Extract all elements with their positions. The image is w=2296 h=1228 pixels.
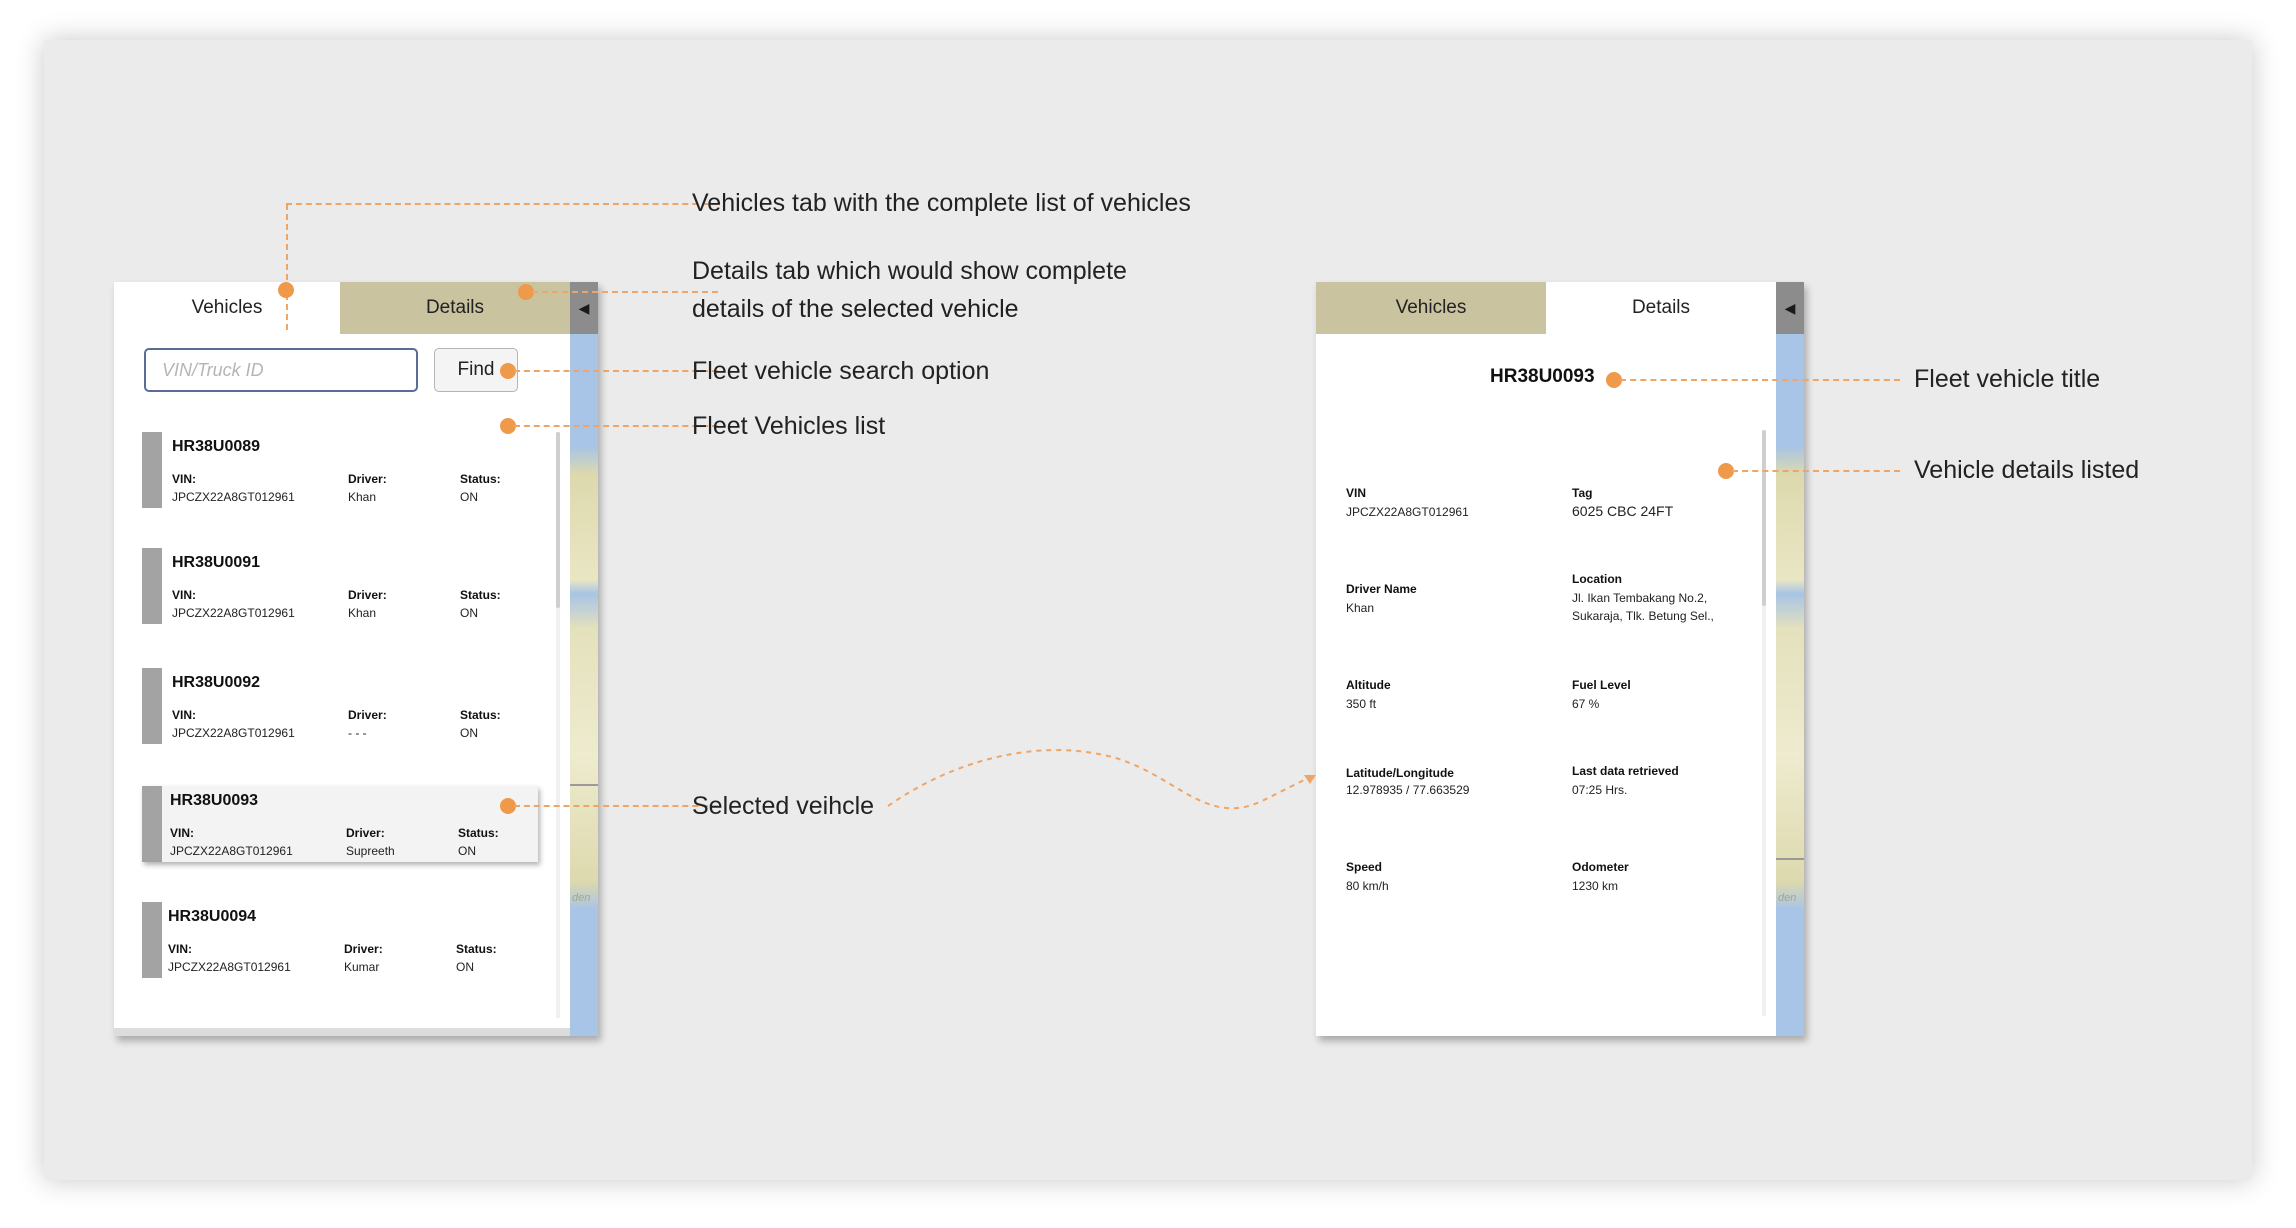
- annotation-title: Fleet vehicle title: [1914, 365, 2101, 393]
- lat-lng-value: 12.978935 / 77.663529: [1346, 783, 1470, 797]
- panel-bottom-edge: [114, 1028, 570, 1036]
- tag-label: Tag: [1572, 486, 1593, 500]
- vin-label: VIN:: [170, 826, 194, 840]
- tab-details[interactable]: [340, 282, 570, 334]
- map-road: [570, 784, 598, 786]
- status-value: ON: [460, 726, 478, 740]
- odometer-value: 1230 km: [1572, 879, 1619, 893]
- vin-label: VIN:: [172, 472, 196, 486]
- tab-vehicles[interactable]: [1316, 282, 1546, 334]
- status-value: ON: [460, 606, 478, 620]
- annotation-list: Fleet Vehicles list: [692, 412, 886, 440]
- status-bar: [142, 786, 162, 862]
- vehicle-id: HR38U0094: [168, 908, 257, 925]
- tab-vehicles-label: Vehicles: [1395, 297, 1467, 318]
- map-road: [1776, 858, 1804, 860]
- driver-label: Driver:: [348, 588, 387, 602]
- lat-lng-label: Latitude/Longitude: [1346, 766, 1454, 780]
- list-scrollbar[interactable]: [556, 432, 560, 1018]
- vehicle-card-hr38u0094[interactable]: [142, 902, 538, 978]
- driver-name-label: Driver Name: [1346, 582, 1417, 596]
- status-value: ON: [458, 844, 476, 858]
- location-value-line2: Sukaraja, Tlk. Betung Sel.,: [1572, 609, 1714, 623]
- tab-details-label: Details: [1631, 297, 1691, 318]
- status-label: Status:: [456, 942, 497, 956]
- driver-label: Driver:: [348, 708, 387, 722]
- annotation-details-listed: Vehicle details listed: [1914, 456, 2140, 484]
- vin-value: JPCZX22A8GT012961: [168, 960, 291, 974]
- status-bar: [142, 548, 162, 624]
- vin-label: VIN:: [172, 588, 196, 602]
- vehicle-id: HR38U0091: [172, 554, 261, 571]
- list-scrollbar-thumb[interactable]: [556, 432, 560, 608]
- fuel-level-label: Fuel Level: [1572, 678, 1631, 692]
- find-button-label: Find: [457, 359, 495, 380]
- status-value: ON: [460, 490, 478, 504]
- tab-details-label: Details: [425, 297, 485, 318]
- chevron-left-icon: ◀: [578, 299, 590, 316]
- annotation-connector: [514, 370, 718, 372]
- status-bar: [142, 902, 162, 978]
- annotation-connector: [1620, 379, 1900, 381]
- chevron-left-icon: ◀: [1784, 299, 1796, 316]
- driver-value: Supreeth: [346, 844, 395, 858]
- status-bar: [142, 432, 162, 508]
- tab-vehicles[interactable]: [114, 282, 340, 334]
- annotation-connector: [286, 204, 288, 330]
- status-label: Status:: [460, 588, 501, 602]
- collapse-panel-button[interactable]: [570, 282, 598, 334]
- canvas: [44, 40, 2252, 1180]
- annotation-details-tab: Details tab which would show complete details of the selected vehicle: [692, 257, 1127, 323]
- vehicle-card-hr38u0093-selected[interactable]: [142, 786, 538, 862]
- driver-label: Driver:: [346, 826, 385, 840]
- driver-value: Khan: [348, 606, 377, 620]
- map-strip[interactable]: [1776, 334, 1804, 1036]
- speed-value: 80 km/h: [1346, 879, 1389, 893]
- annotation-connector: [286, 203, 718, 205]
- map-place-label: den: [572, 892, 591, 904]
- driver-value: Kumar: [344, 960, 380, 974]
- status-label: Status:: [458, 826, 499, 840]
- driver-label: Driver:: [348, 472, 387, 486]
- fuel-level-value: 67 %: [1572, 697, 1600, 711]
- annotation-marker: [278, 282, 294, 298]
- search-input[interactable]: [144, 348, 418, 392]
- annotation-connector: [1732, 470, 1900, 472]
- vin-label: VIN:: [172, 708, 196, 722]
- vin-value: JPCZX22A8GT012961: [172, 490, 295, 504]
- annotation-connector: [514, 425, 718, 427]
- status-value: ON: [456, 960, 474, 974]
- vehicle-card-hr38u0092[interactable]: [142, 668, 538, 744]
- odometer-label: Odometer: [1572, 860, 1629, 874]
- vin-value: JPCZX22A8GT012961: [172, 726, 295, 740]
- details-scrollbar-thumb[interactable]: [1762, 430, 1766, 606]
- map-strip[interactable]: [570, 334, 598, 1036]
- driver-value: - - -: [348, 726, 367, 740]
- vehicle-id: HR38U0093: [170, 792, 259, 809]
- speed-label: Speed: [1346, 860, 1383, 874]
- vin-label: VIN:: [168, 942, 192, 956]
- annotation-connector: [514, 805, 718, 807]
- vin-value: JPCZX22A8GT012961: [1346, 505, 1469, 519]
- vehicle-title: HR38U0093: [1490, 366, 1595, 387]
- vin-label: VIN: [1346, 486, 1367, 500]
- status-bar: [142, 668, 162, 744]
- tag-value: 6025 CBC 24FT: [1572, 503, 1674, 519]
- map-place-label: den: [1778, 892, 1797, 904]
- vehicle-card-hr38u0091[interactable]: [142, 548, 538, 624]
- vehicle-card-hr38u0089[interactable]: [142, 432, 538, 508]
- annotation-connector: [532, 291, 718, 293]
- annotation-selected: Selected veihcle: [692, 792, 875, 820]
- driver-label: Driver:: [344, 942, 383, 956]
- details-scrollbar[interactable]: [1762, 430, 1766, 1016]
- location-value-line1: Jl. Ikan Tembakang No.2,: [1572, 591, 1708, 605]
- annotation-search: Fleet vehicle search option: [692, 357, 990, 385]
- vehicle-id: HR38U0089: [172, 438, 261, 455]
- annotation-arrow: [884, 720, 1324, 840]
- vin-value: JPCZX22A8GT012961: [170, 844, 293, 858]
- tab-details[interactable]: [1546, 282, 1776, 334]
- vin-value: JPCZX22A8GT012961: [172, 606, 295, 620]
- annotation-vehicles-tab: Vehicles tab with the complete list of vehicles: [692, 189, 1191, 217]
- last-data-label: Last data retrieved: [1572, 764, 1679, 778]
- collapse-panel-button[interactable]: [1776, 282, 1804, 334]
- tab-vehicles-label: Vehicles: [191, 297, 263, 318]
- vehicle-id: HR38U0092: [172, 674, 261, 691]
- status-label: Status:: [460, 708, 501, 722]
- altitude-value: 350 ft: [1346, 697, 1377, 711]
- details-panel: [1316, 282, 1804, 1036]
- driver-value: Khan: [348, 490, 377, 504]
- location-label: Location: [1572, 572, 1622, 586]
- last-data-value: 07:25 Hrs.: [1572, 783, 1628, 797]
- status-label: Status:: [460, 472, 501, 486]
- driver-name-value: Khan: [1346, 601, 1375, 615]
- altitude-label: Altitude: [1346, 678, 1391, 692]
- vehicles-panel: [114, 282, 598, 1036]
